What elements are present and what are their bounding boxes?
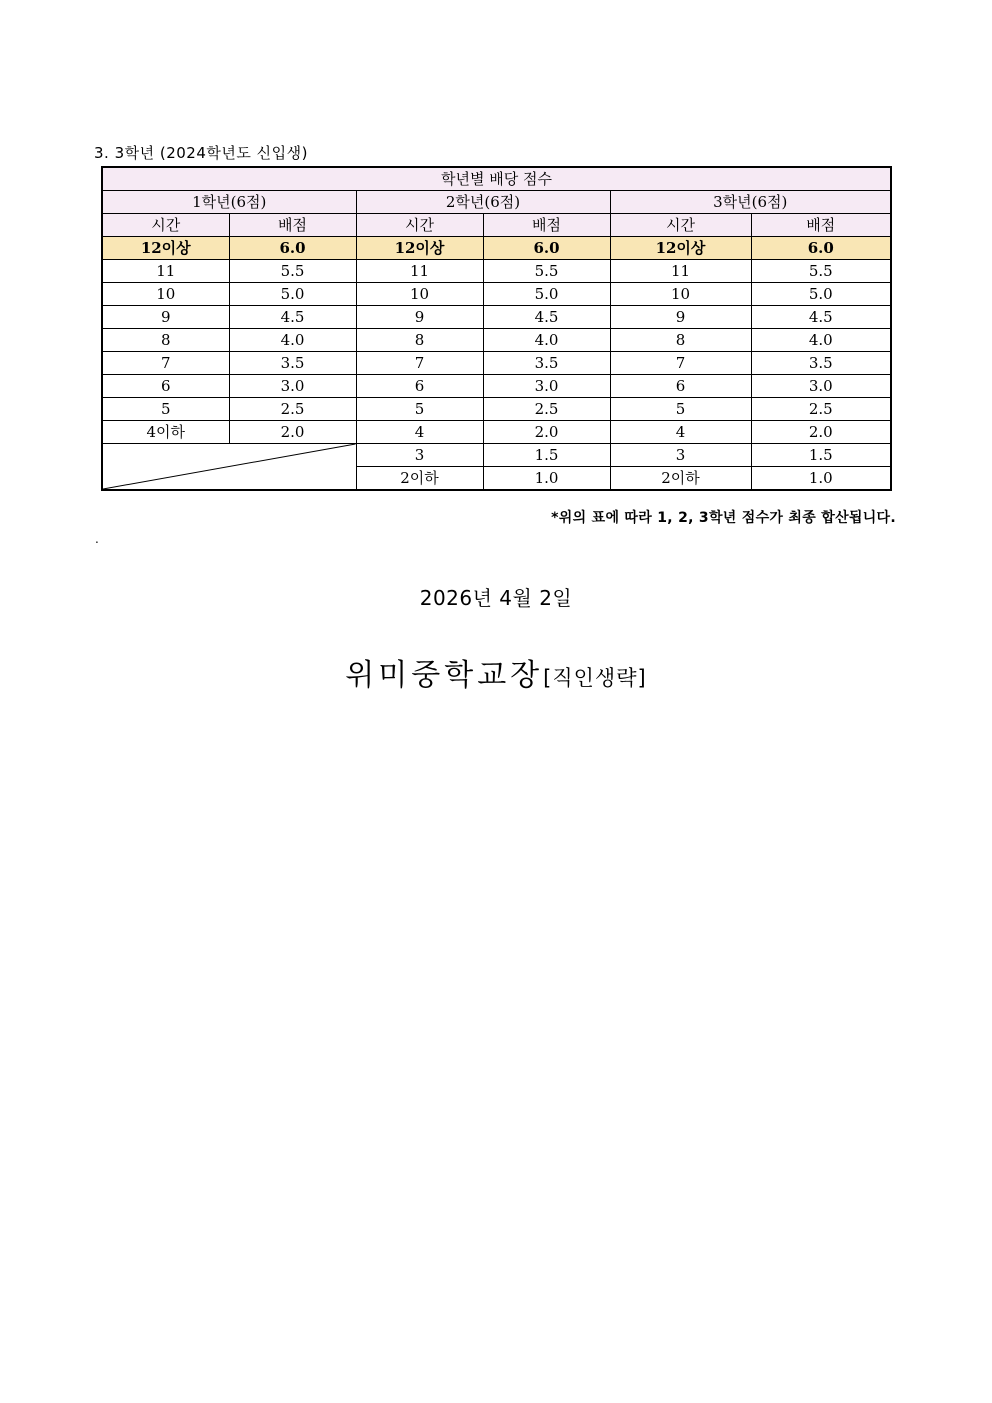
table-row bbox=[102, 375, 891, 398]
grade-header-3: 3학년(6점) bbox=[610, 191, 891, 214]
table-row-top bbox=[102, 237, 891, 260]
diagonal-line bbox=[103, 444, 356, 489]
table-cell: 2.0 bbox=[483, 421, 610, 444]
table-cell: 4.5 bbox=[751, 306, 891, 329]
table-cell: 4.0 bbox=[229, 329, 356, 352]
table-title: 학년별 배당 점수 bbox=[102, 167, 891, 191]
grade-header-1: 1학년(6점) bbox=[102, 191, 356, 214]
table-cell: 12이상 bbox=[356, 237, 483, 260]
table-cell: 10 bbox=[102, 283, 229, 306]
table-cell: 2.0 bbox=[751, 421, 891, 444]
table-cell: 4이하 bbox=[102, 421, 229, 444]
table-cell: 12이상 bbox=[102, 237, 229, 260]
table-cell: 5.5 bbox=[229, 260, 356, 283]
table-cell: 3.5 bbox=[751, 352, 891, 375]
table-cell: 6.0 bbox=[483, 237, 610, 260]
table-cell: 6.0 bbox=[751, 237, 891, 260]
table-cell: 5.0 bbox=[751, 283, 891, 306]
table-cell: 5 bbox=[102, 398, 229, 421]
table-row bbox=[102, 398, 891, 421]
table-cell: 4.5 bbox=[229, 306, 356, 329]
col-header-time: 시간 bbox=[610, 214, 751, 237]
signature-block bbox=[0, 650, 992, 694]
col-header-score: 배점 bbox=[483, 214, 610, 237]
table-cell: 8 bbox=[356, 329, 483, 352]
table-row bbox=[102, 444, 891, 467]
table-row bbox=[102, 306, 891, 329]
table-row bbox=[102, 283, 891, 306]
score-table bbox=[101, 166, 892, 491]
table-cell: 11 bbox=[356, 260, 483, 283]
empty-diagonal-cell bbox=[102, 444, 356, 491]
table-row bbox=[102, 421, 891, 444]
table-cell: 3 bbox=[610, 444, 751, 467]
table-cell: 3.0 bbox=[483, 375, 610, 398]
table-row bbox=[102, 329, 891, 352]
table-cell: 5.5 bbox=[483, 260, 610, 283]
table-cell: 10 bbox=[356, 283, 483, 306]
table-row bbox=[102, 352, 891, 375]
col-header-time: 시간 bbox=[356, 214, 483, 237]
table-cell: 11 bbox=[610, 260, 751, 283]
table-cell: 11 bbox=[102, 260, 229, 283]
table-cell: 8 bbox=[102, 329, 229, 352]
table-cell: 8 bbox=[610, 329, 751, 352]
table-cell: 9 bbox=[102, 306, 229, 329]
table-cell: 2.5 bbox=[229, 398, 356, 421]
table-cell: 5 bbox=[610, 398, 751, 421]
table-cell: 3 bbox=[356, 444, 483, 467]
table-cell: 6.0 bbox=[229, 237, 356, 260]
table-cell: 6 bbox=[356, 375, 483, 398]
table-cell: 1.0 bbox=[483, 467, 610, 491]
table-cell: 3.0 bbox=[229, 375, 356, 398]
col-header-time: 시간 bbox=[102, 214, 229, 237]
seal-omitted: [직인생략] bbox=[543, 666, 647, 690]
grade-header-2: 2학년(6점) bbox=[356, 191, 610, 214]
table-cell: 3.5 bbox=[229, 352, 356, 375]
table-cell: 7 bbox=[102, 352, 229, 375]
table-cell: 1.5 bbox=[751, 444, 891, 467]
table-cell: 2이하 bbox=[356, 467, 483, 491]
table-cell: 5.0 bbox=[483, 283, 610, 306]
table-cell: 4 bbox=[356, 421, 483, 444]
table-cell: 5 bbox=[356, 398, 483, 421]
table-cell: 2.5 bbox=[483, 398, 610, 421]
table-cell: 7 bbox=[356, 352, 483, 375]
stray-dot: . bbox=[95, 532, 99, 546]
table-cell: 7 bbox=[610, 352, 751, 375]
table-cell: 2.0 bbox=[229, 421, 356, 444]
table-cell: 2이하 bbox=[610, 467, 751, 491]
table-cell: 6 bbox=[102, 375, 229, 398]
table-note: *위의 표에 따라 1, 2, 3학년 점수가 최종 합산됩니다. bbox=[551, 510, 896, 526]
table-row bbox=[102, 260, 891, 283]
table-cell: 4 bbox=[610, 421, 751, 444]
table-cell: 3.5 bbox=[483, 352, 610, 375]
table-cell: 4.0 bbox=[751, 329, 891, 352]
table-cell: 1.0 bbox=[751, 467, 891, 491]
table-cell: 10 bbox=[610, 283, 751, 306]
table-cell: 2.5 bbox=[751, 398, 891, 421]
table-cell: 12이상 bbox=[610, 237, 751, 260]
table-cell: 3.0 bbox=[751, 375, 891, 398]
table-cell: 5.5 bbox=[751, 260, 891, 283]
col-header-score: 배점 bbox=[229, 214, 356, 237]
col-header-score: 배점 bbox=[751, 214, 891, 237]
table-cell: 9 bbox=[610, 306, 751, 329]
document-date: 2026년 4월 2일 bbox=[419, 586, 573, 610]
table-cell: 4.0 bbox=[483, 329, 610, 352]
table-cell: 1.5 bbox=[483, 444, 610, 467]
table-cell: 9 bbox=[356, 306, 483, 329]
section-title: 3. 3학년 (2024학년도 신입생) bbox=[94, 144, 308, 162]
table-cell: 5.0 bbox=[229, 283, 356, 306]
table-cell: 4.5 bbox=[483, 306, 610, 329]
principal-name: 위미중학교장 bbox=[345, 658, 544, 693]
table-cell: 6 bbox=[610, 375, 751, 398]
